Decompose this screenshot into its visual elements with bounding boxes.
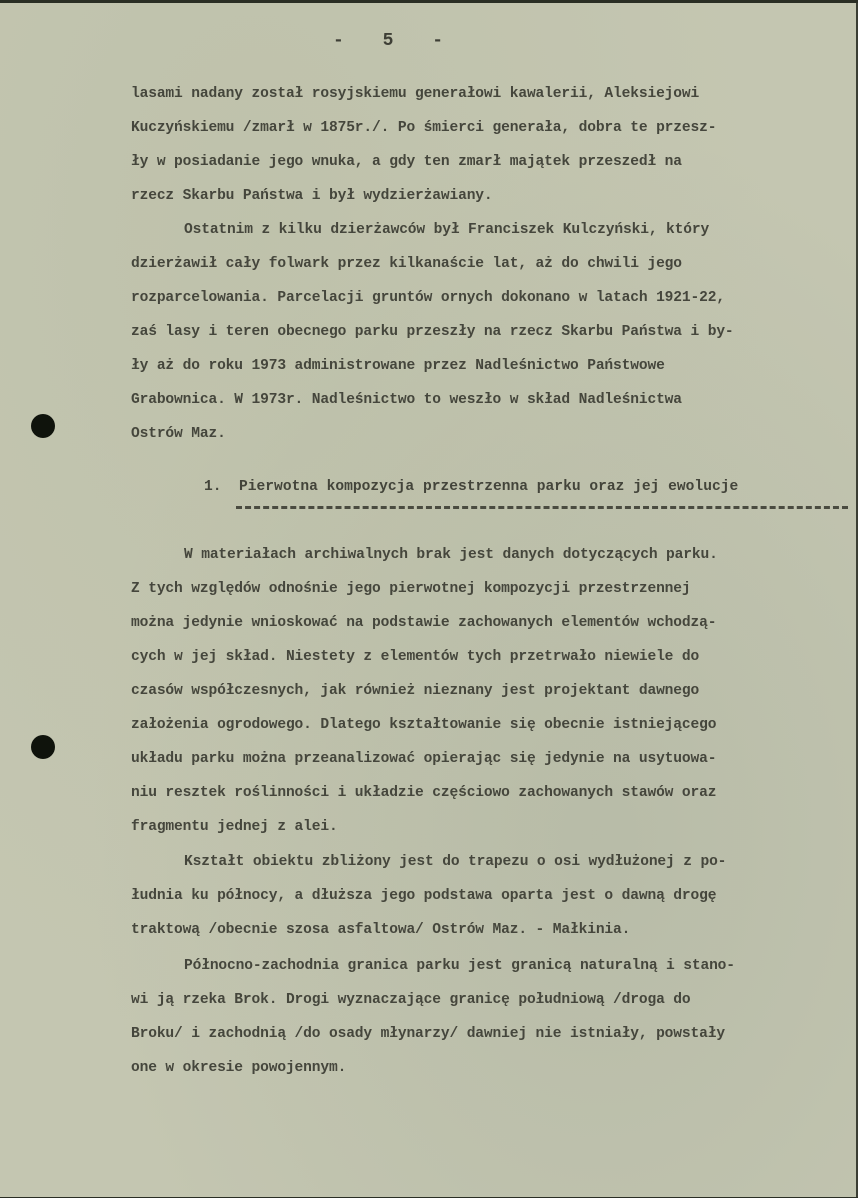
text-line: lasami nadany został rosyjskiemu generałowi kawalerii, Aleksiejowi	[131, 86, 700, 102]
text-line: czasów współczesnych, jak również nieznany jest projektant dawnego	[131, 683, 700, 699]
text-line: Kuczyńskiemu /zmarł w 1875r./. Po śmierci generała, dobra te przesz-	[131, 120, 717, 136]
punch-hole-bottom	[31, 735, 55, 759]
text-line: traktową /obecnie szosa asfaltowa/ Ostrów Maz. - Małkinia.	[131, 922, 631, 938]
text-line: założenia ogrodowego. Dlatego kształtowanie się obecnie istniejącego	[131, 717, 717, 733]
text-line: fragmentu jednej z alei.	[131, 819, 338, 835]
text-line: ły aż do roku 1973 administrowane przez Nadleśnictwo Państwowe	[131, 358, 665, 374]
text-line: wi ją rzeka Brok. Drogi wyznaczające granicę południową /droga do	[131, 992, 691, 1008]
text-line: Ostatnim z kilku dzierżawców był Franciszek Kulczyński, który	[184, 222, 710, 238]
text-line: Broku/ i zachodnią /do osady młynarzy/ dawniej nie istniały, powstały	[131, 1026, 725, 1042]
text-line: rzecz Skarbu Państwa i był wydzierżawiany.	[131, 188, 493, 204]
typewritten-page	[0, 3, 858, 1197]
text-line: Kształt obiektu zbliżony jest do trapezu o osi wydłużonej z po-	[184, 854, 727, 870]
punch-hole-top	[31, 414, 55, 438]
text-line: niu resztek roślinności i układzie częściowo zachowanych stawów oraz	[131, 785, 717, 801]
text-line: ły w posiadanie jego wnuka, a gdy ten zmarł majątek przeszedł na	[131, 154, 682, 170]
text-line: W materiałach archiwalnych brak jest danych dotyczących parku.	[184, 547, 718, 563]
text-line: cych w jej skład. Niestety z elementów tych przetrwało niewiele do	[131, 649, 700, 665]
text-line: można jedynie wnioskować na podstawie zachowanych elementów wchodzą-	[131, 615, 717, 631]
text-line: zaś lasy i teren obecnego parku przeszły na rzecz Skarbu Państwa i by-	[131, 324, 734, 340]
text-line: rozparcelowania. Parcelacji gruntów ornych dokonano w latach 1921-22,	[131, 290, 725, 306]
text-line: Północno-zachodnia granica parku jest granicą naturalną i stano-	[184, 958, 735, 974]
text-line: Grabownica. W 1973r. Nadleśnictwo to weszło w skład Nadleśnictwa	[131, 392, 682, 408]
text-line: dzierżawił cały folwark przez kilkanaście lat, aż do chwili jego	[131, 256, 682, 272]
text-line: Z tych względów odnośnie jego pierwotnej kompozycji przestrzennej	[131, 581, 691, 597]
page-number: - 5 -	[332, 31, 457, 51]
text-line: one w okresie powojennym.	[131, 1060, 347, 1076]
heading-underline	[236, 506, 848, 509]
text-line: Ostrów Maz.	[131, 426, 226, 442]
text-line: układu parku można przeanalizować opierając się jedynie na usytuowa-	[131, 751, 717, 767]
section-heading: 1. Pierwotna kompozycja przestrzenna parku oraz jej ewolucje	[204, 479, 739, 495]
text-line: łudnia ku północy, a dłuższa jego podstawa oparta jest o dawną drogę	[131, 888, 717, 904]
